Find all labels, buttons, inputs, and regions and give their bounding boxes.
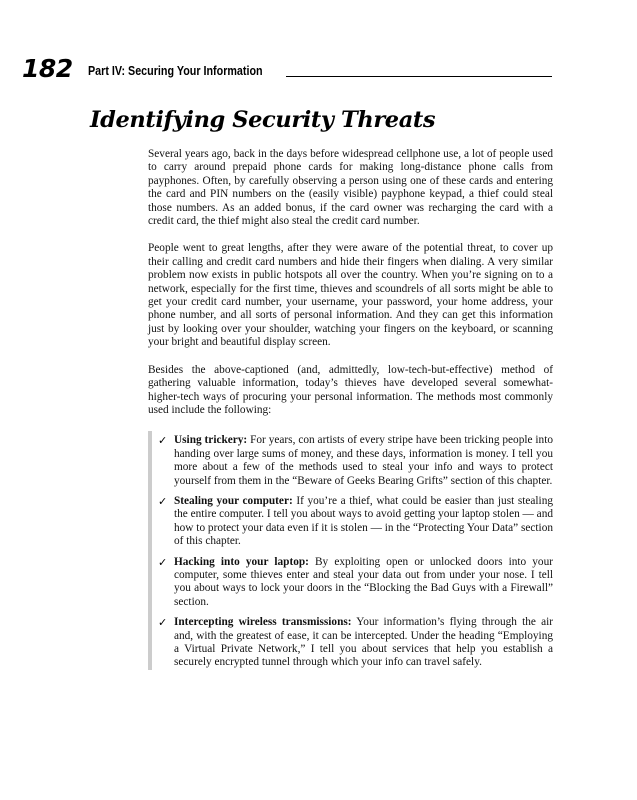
running-header [22,54,552,84]
header-rule [286,76,552,77]
bullet-text: For years, con artists of every stripe have been tricking people into handing over large sums of money, and these days, information is money. I tell you more about a few of the methods used to steal your info and ways to protect yourself from them in the “Beware of Geeks Bearing Grifts” section of this chapter. [174,434,553,487]
bullet-item [158,556,553,610]
paragraph: Several years ago, back in the days before widespread cellphone use, a lot of people used to carry around prepaid phone cards for making long-distance phone calls from payphones. Often, by carefully observing a person using one of these cards and entering the card and PIN numbers on the (easily visible) payphone keypad, a thief could steal those numbers. As an added bonus, if the card owner was recharging the card with a credit card, the thief might also steal the credit card number. [148,148,553,228]
part-title: Part IV: Securing Your Information [88,64,263,78]
bullet-item [158,434,553,488]
bullet-item [158,616,553,670]
bullet-text: By exploiting open or unlocked doors into your computer, some thieves enter and steal your data out from under your nose. I tell you about ways to lock your doors in the “Blocking the Bad Guys with a Firewall” section. [174,555,553,608]
bullet-item [158,495,553,549]
bullet-text: If you’re a thief, what could be easier than just stealing the entire computer. I tell you about ways to avoid getting your laptop stolen — and how to protect your data even if it is stolen — in the “Protecting Your Data” section of this chapter. [174,494,553,548]
page-number: 182 [22,54,73,83]
bullet-lead: Using trickery: [174,434,248,447]
bullet-lead: Hacking into your laptop: [174,555,309,568]
bullet-lead: Stealing your computer: [174,494,293,507]
checkmark-icon: ✓ [158,494,168,508]
section-heading: Identifying Security Threats [90,107,436,133]
paragraph: People went to great lengths, after they were aware of the potential threat, to cover up their calling and credit card numbers and hide their fingers when dialing. A very similar problem now exists in public hotspots all over the country. When you’re signing on to a network, especially for the first time, thieves and scoundrels of all sorts might be able to get your credit card number, your username, your password, your home address, your phone number, and all sorts of personal information. And they can get this information just by looking over your shoulder, watching your fingers on the keyboard, or scanning your bright and beautiful display screen. [148,242,553,349]
checkmark-icon: ✓ [158,555,168,569]
bullet-lead: Intercepting wireless transmissions: [174,616,352,629]
checkmark-icon: ✓ [158,616,168,630]
checkmark-icon: ✓ [158,434,168,448]
body-text [148,148,553,677]
bullet-list [148,431,553,670]
bullet-list-sidebar [148,431,152,670]
paragraph: Besides the above-captioned (and, admittedly, low-tech-but-effective) method of gathering valuable information, today’s thieves have developed several somewhat-higher-tech ways of procuring your personal information. The methods most commonly used include the following: [148,363,553,416]
bullet-text: Your information’s flying through the air and, with the greatest of ease, it can be intercepted. Under the heading “Employing a Virtual Private Network,” I tell you about services that help you establish a securely encrypted tunnel through which your info can travel safely. [174,616,553,669]
